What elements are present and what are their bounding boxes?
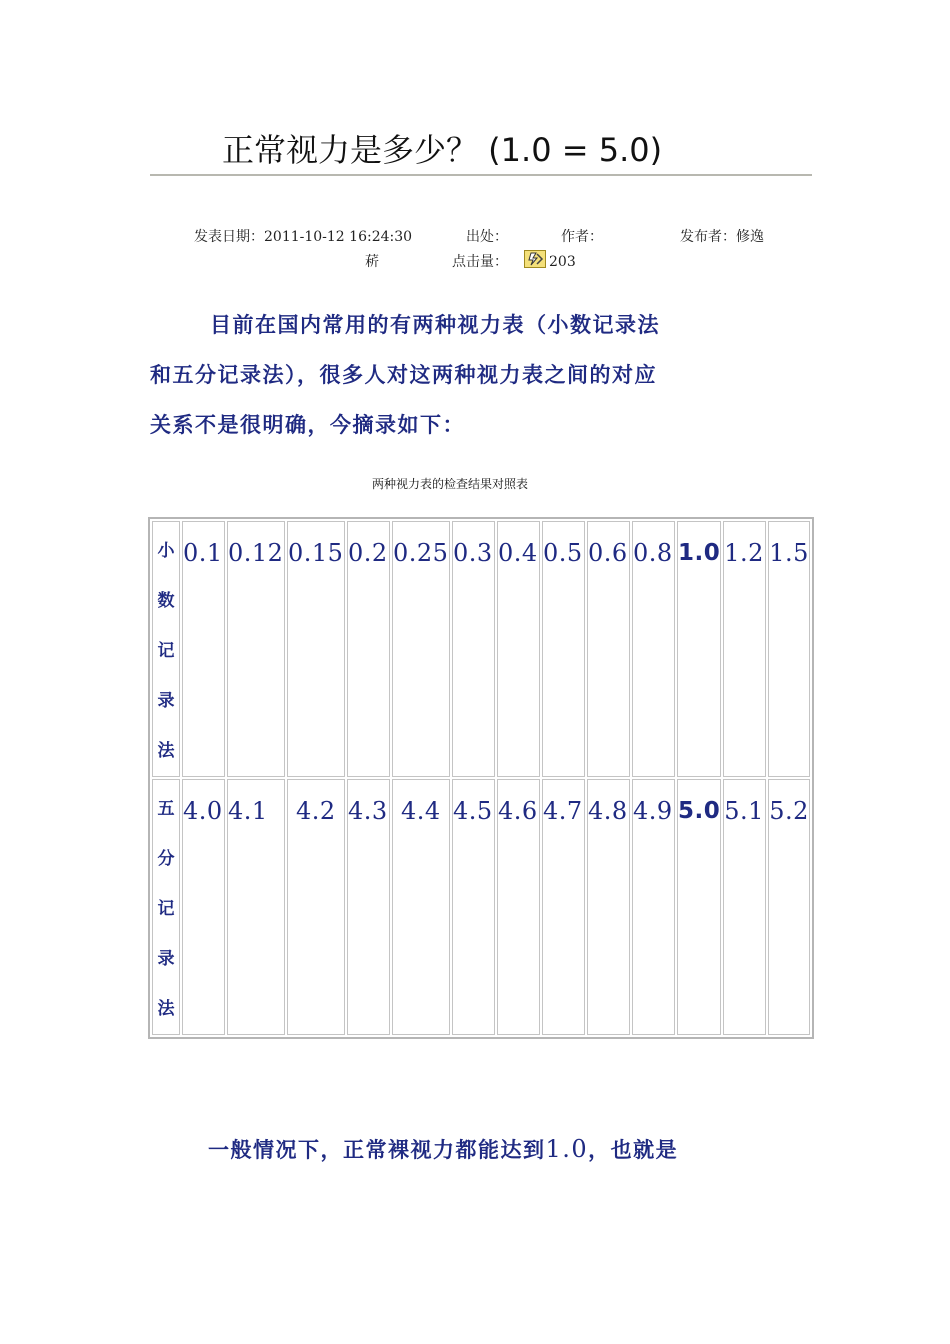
author-label: 作者： [561, 229, 603, 245]
table-cell: 4.5 [452, 779, 495, 1035]
table-cell: 0.1 [182, 521, 225, 777]
table-cell: 0.3 [452, 521, 495, 777]
table-cell: 0.2 [347, 521, 390, 777]
table-cell: 0.15 [287, 521, 345, 777]
table-cell: 4.0 [182, 779, 225, 1035]
table-cell: 4.3 [347, 779, 390, 1035]
table-row-decimal [152, 521, 810, 777]
table-cell: 1.5 [768, 521, 810, 777]
table-cell-highlight: 1.0 [677, 521, 721, 777]
table-cell: 4.1 [227, 779, 285, 1035]
row-header-five-point: 五 分 记 录 法 [152, 779, 180, 1035]
publisher-label: 发布者：修逸 [680, 229, 764, 245]
hits-count: 203 [549, 254, 576, 270]
publish-date: 发表日期：2011-10-12 16:24:30 [194, 229, 413, 245]
page-title: 正常视力是多少？ (1.0 = 5.0) [222, 131, 663, 169]
hit-counter-icon [524, 250, 546, 268]
table-cell: 0.6 [587, 521, 630, 777]
source-label: 出处： [466, 229, 508, 245]
table-cell: 4.7 [542, 779, 585, 1035]
intro-line-3: 关系不是很明确，今摘录如下： [150, 413, 465, 437]
row-header-decimal: 小 数 记 录 法 [152, 521, 180, 777]
closing-paragraph: 一般情况下，正常裸视力都能达到1.0，也就是 [208, 1135, 679, 1163]
table-cell: 0.25 [392, 521, 450, 777]
table-cell: 0.8 [632, 521, 675, 777]
table-cell: 5.2 [768, 779, 810, 1035]
hits-label: 点击量： [452, 254, 508, 270]
table-caption: 两种视力表的检查结果对照表 [372, 477, 529, 491]
table-cell: 4.9 [632, 779, 675, 1035]
table-cell: 5.1 [723, 779, 766, 1035]
publisher-continued: 菥 [365, 254, 379, 270]
table-row-five-point [152, 779, 810, 1035]
table-cell: 1.2 [723, 521, 766, 777]
table-cell: 4.2 [287, 779, 345, 1035]
title-divider [150, 174, 812, 176]
table-cell: 4.6 [497, 779, 540, 1035]
vision-comparison-table [148, 517, 814, 1039]
table-cell-highlight: 5.0 [677, 779, 721, 1035]
table-cell: 0.12 [227, 521, 285, 777]
intro-line-1: 目前在国内常用的有两种视力表（小数记录法 [210, 313, 660, 337]
intro-line-2: 和五分记录法），很多人对这两种视力表之间的对应 [150, 363, 657, 387]
table-cell: 0.5 [542, 521, 585, 777]
table-cell: 0.4 [497, 521, 540, 777]
table-cell: 4.8 [587, 779, 630, 1035]
table-cell: 4.4 [392, 779, 450, 1035]
